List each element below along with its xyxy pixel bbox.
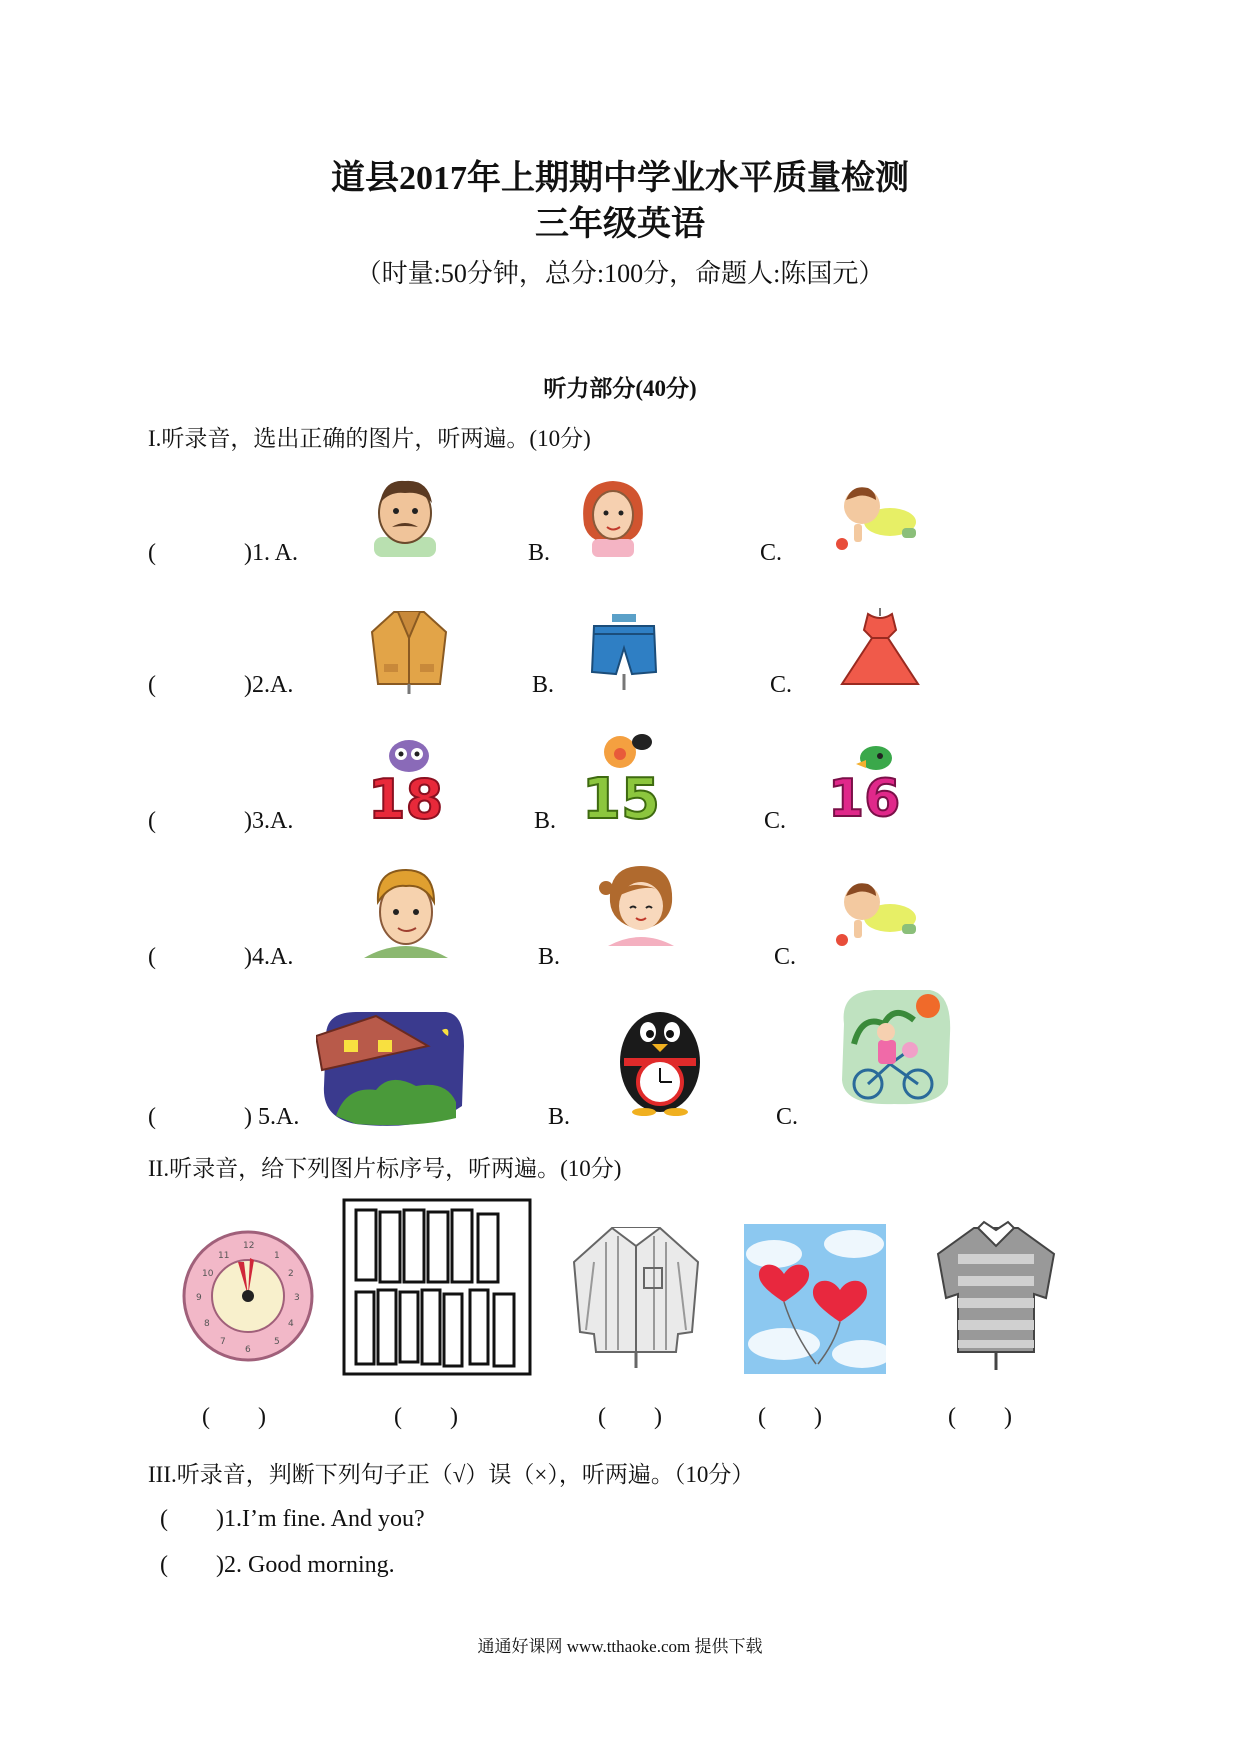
q5-paren: ( xyxy=(148,1104,156,1130)
father-face-icon xyxy=(366,475,444,557)
part2-blank-4[interactable]: ( ) xyxy=(758,1404,822,1430)
q1-paren: ( xyxy=(148,540,156,566)
svg-text:6: 6 xyxy=(245,1345,251,1355)
footer-source: 通通好课网 www.tthaoke.com 提供下载 xyxy=(477,1637,763,1656)
part3-item-2-paren[interactable]: ( xyxy=(160,1552,168,1578)
svg-text:15: 15 xyxy=(582,767,660,822)
q3-option-c: C. xyxy=(764,808,787,834)
part3-heading: III.听录音，判断下列句子正（√）误（×），听两遍。（10分） xyxy=(148,1462,755,1487)
number-16-icon xyxy=(826,742,916,820)
q1-option-b: B. xyxy=(528,540,551,566)
number-18-icon xyxy=(366,738,452,822)
night-house-icon xyxy=(316,1006,466,1128)
q4-option-b: B. xyxy=(538,944,561,970)
exam-meta: （时量:50分钟，总分:100分，命题人:陈国元） xyxy=(355,259,885,288)
q2-paren: ( xyxy=(148,672,156,698)
q5-option-c: C. xyxy=(776,1104,799,1130)
svg-text:10: 10 xyxy=(202,1269,214,1279)
q5-option-b: B. xyxy=(548,1104,571,1130)
svg-text:1: 1 xyxy=(274,1251,280,1261)
baby-crawling-icon xyxy=(832,480,922,552)
q4-label: )4.A. xyxy=(244,944,294,970)
number-15-icon xyxy=(580,730,670,822)
dress-icon xyxy=(838,608,922,694)
q1-option-c: C. xyxy=(760,540,783,566)
part2-blank-1[interactable]: ( ) xyxy=(202,1404,266,1430)
part3-item-2-text: )2. Good morning. xyxy=(216,1552,395,1578)
svg-text:12: 12 xyxy=(243,1241,255,1251)
svg-text:5: 5 xyxy=(274,1337,280,1347)
svg-text:8: 8 xyxy=(204,1319,210,1329)
q1-label: )1. A. xyxy=(244,540,298,566)
q3-paren: ( xyxy=(148,808,156,834)
boy-face-icon xyxy=(360,862,452,962)
part2-blank-2[interactable]: ( ) xyxy=(394,1404,458,1430)
girl-face-icon xyxy=(598,858,684,948)
svg-text:11: 11 xyxy=(218,1251,230,1261)
exam-title: 道县2017年上期期中学业水平质量检测 xyxy=(331,160,909,197)
q2-label: )2.A. xyxy=(244,672,294,698)
svg-text:3: 3 xyxy=(294,1293,300,1303)
svg-text:9: 9 xyxy=(196,1293,202,1303)
svg-text:18: 18 xyxy=(368,768,444,822)
q2-option-b: B. xyxy=(532,672,555,698)
baby-crawling-icon-2 xyxy=(832,876,922,948)
q5-label: ) 5.A. xyxy=(244,1104,300,1130)
q3-label: )3.A. xyxy=(244,808,294,834)
q4-option-c: C. xyxy=(774,944,797,970)
coat-icon xyxy=(368,608,450,694)
listening-section-title: 听力部分(40分) xyxy=(543,376,697,401)
balloons-icon xyxy=(744,1224,886,1374)
part2-blank-3[interactable]: ( ) xyxy=(598,1404,662,1430)
sweater-icon xyxy=(934,1220,1058,1372)
svg-text:7: 7 xyxy=(220,1337,226,1347)
bars-box-icon xyxy=(342,1198,532,1376)
part1-heading: I.听录音，选出正确的图片，听两遍。(10分) xyxy=(148,426,591,451)
girl-bicycle-icon xyxy=(834,984,954,1110)
q3-option-b: B. xyxy=(534,808,557,834)
shirt-icon xyxy=(566,1222,706,1370)
shorts-icon xyxy=(588,612,660,690)
clock-icon xyxy=(180,1228,316,1364)
part2-blank-5[interactable]: ( ) xyxy=(948,1404,1012,1430)
exam-subject: 三年级英语 xyxy=(535,206,705,243)
part3-item-1-paren[interactable]: ( xyxy=(160,1506,168,1532)
svg-text:2: 2 xyxy=(288,1269,294,1279)
svg-text:16: 16 xyxy=(828,769,901,820)
part3-item-1-text: )1.I’m fine. And you? xyxy=(216,1506,425,1532)
q2-option-c: C. xyxy=(770,672,793,698)
mother-face-icon xyxy=(578,475,648,557)
svg-text:4: 4 xyxy=(288,1319,294,1329)
q4-paren: ( xyxy=(148,944,156,970)
part2-heading: II.听录音，给下列图片标序号，听两遍。(10分) xyxy=(148,1156,622,1181)
penguin-clock-icon xyxy=(612,1004,708,1116)
